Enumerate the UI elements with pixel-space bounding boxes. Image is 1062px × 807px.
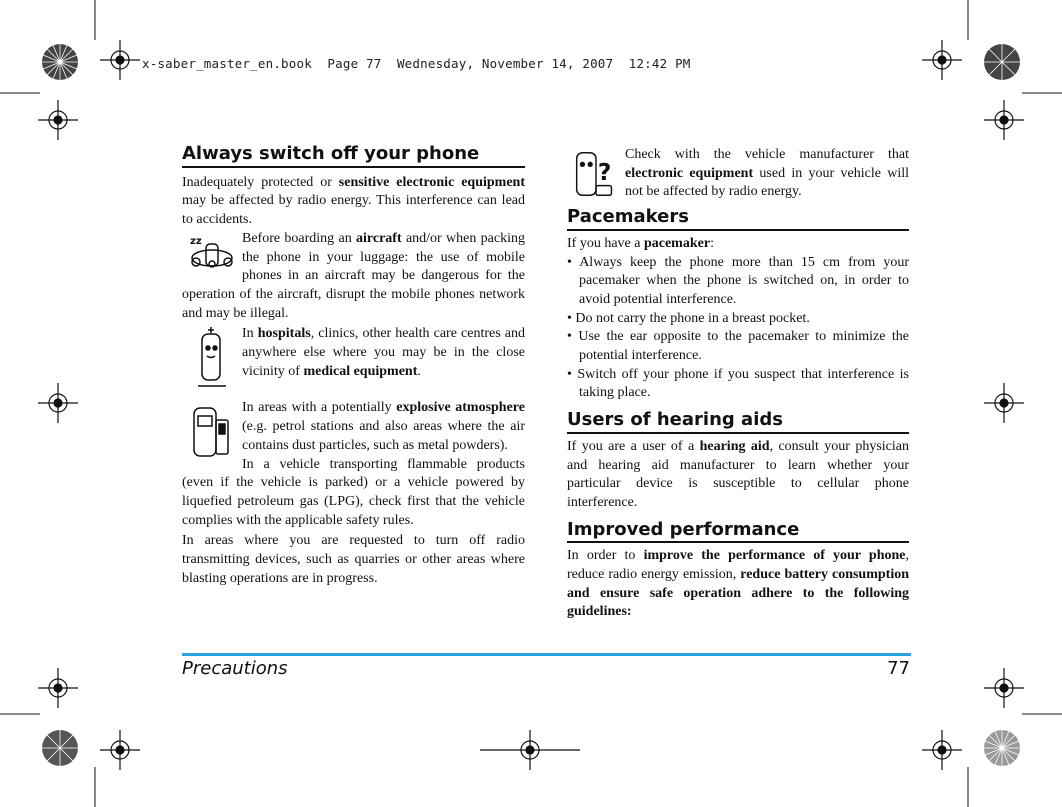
section-title-pacemakers: Pacemakers <box>567 208 909 231</box>
paragraph-hearing-aids: If you are a user of a hearing aid, consult your physician and hearing aid manufacturer to learn whether your particular device is susceptible to cellular phone interference. <box>567 438 910 510</box>
fuel-pump-phone-icon <box>182 399 242 461</box>
page-number: 77 <box>887 658 910 679</box>
print-header-line: x-saber_master_en.book Page 77 Wednesday, November 14, 2007 12:42 PM <box>142 56 691 71</box>
footer-rule <box>182 653 911 656</box>
sleeping-phone-icon <box>182 230 242 286</box>
footer-section-name: Precautions <box>182 658 288 679</box>
paragraph-improved-performance: In order to improve the performance of your phone, reduce radio energy emission, reduce battery consumption and ensure safe operation adhere to the following guidelines: <box>567 548 910 620</box>
paragraph-pacemaker-intro: If you have a pacemaker: <box>567 235 714 251</box>
paragraph-aircraft: zz Before boarding an aircraft and/or when packing the phone in your luggage: the use of mobile phones in an aircraft may be dangerous for the operation of the aircraft, disrupt the mobile phones network and may be illegal. <box>182 230 525 321</box>
right-column <box>567 146 909 622</box>
list-item: • Use the ear opposite to the pacemaker to minimize the potential interference. <box>567 329 910 364</box>
paragraph-vehicle-flammable: In a vehicle transporting flammable products (even if the vehicle is parked) or a vehicle powered by liquefied petroleum gas (LPG), check first that the vehicle complies with the applicable safety rules. <box>182 456 525 528</box>
paragraph-explosive: In areas with a potentially explosive atmosphere (e.g. petrol stations and also areas where the air contains dust particles, such as metal powders). <box>182 399 525 455</box>
list-item: • Do not carry the phone in a breast pocket. <box>567 310 810 326</box>
svg-text:zz: zz <box>190 235 202 247</box>
list-item: • Always keep the phone more than 15 cm from your pacemaker when the phone is switched on, in order to avoid potential interference. <box>567 254 909 307</box>
paragraph-vehicle-electronics: ? Check with the vehicle manufacturer that electronic equipment used in your vehicle will not be affected by radio energy. <box>567 146 909 202</box>
hospital-phone-icon <box>182 325 242 387</box>
paragraph-sensitive-equipment: Inadequately protected or sensitive electronic equipment may be affected by radio energy. This interference can lead to accidents. <box>182 174 525 228</box>
section-title-hearing-aids: Users of hearing aids <box>567 411 909 434</box>
list-item: • Switch off your phone if you suspect that interference is taking place. <box>567 366 909 401</box>
section-title-improved-performance: Improved performance <box>567 521 909 544</box>
paragraph-hospitals: In hospitals, clinics, other health care centres and anywhere else where you may be in the close vicinity of medical equipment. <box>182 325 525 381</box>
section-title-switch-off: Always switch off your phone <box>182 145 525 168</box>
left-column <box>182 145 525 588</box>
question-phone-icon <box>567 146 625 202</box>
svg-text:?: ? <box>597 158 612 186</box>
paragraph-blasting: In areas where you are requested to turn off radio transmitting devices, such as quarries or other areas where blasting operations are in progress. <box>182 533 525 586</box>
